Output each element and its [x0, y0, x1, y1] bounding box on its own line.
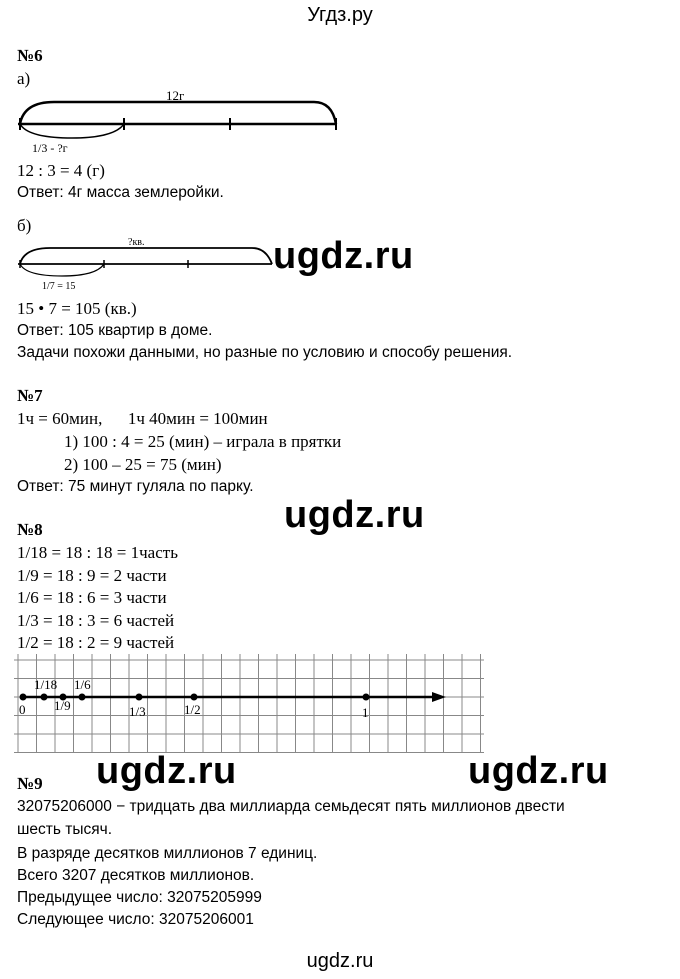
task8-line: 1/9 = 18 : 9 = 2 части	[17, 566, 167, 585]
segment-brace-bottom	[20, 264, 104, 276]
label-0: 0	[19, 702, 26, 717]
task8-line: 1/2 = 18 : 2 = 9 частей	[17, 633, 175, 652]
site-header: Угдз.ру	[307, 4, 373, 26]
task8-line: 1/6 = 18 : 6 = 3 части	[17, 588, 167, 607]
task7-answer: Ответ: 75 минут гуляла по парку.	[17, 478, 254, 495]
b-part-label: 1/7 = 15	[42, 281, 76, 292]
task6-a-label: а)	[17, 69, 31, 88]
segment-brace-bottom	[20, 124, 124, 138]
grid	[14, 654, 484, 753]
label-1-18: 1/18	[34, 677, 58, 692]
label-1-3: 1/3	[129, 704, 146, 719]
task6-note: Задачи похожи данными, но разные по условию и способу решения.	[17, 344, 513, 361]
task8-line: 1/3 = 18 : 3 = 6 частей	[17, 611, 175, 630]
task6-b-label: б)	[17, 216, 32, 235]
point-1-6	[79, 694, 86, 701]
label-1-6: 1/6	[74, 677, 91, 692]
task7-step1: 1) 100 : 4 = 25 (мин) – играла в прятки	[64, 432, 342, 451]
label-1: 1	[362, 705, 369, 720]
task9-line: Следующее число: 32075206001	[17, 911, 254, 928]
task9-line: Всего 3207 десятков миллионов.	[17, 867, 255, 884]
task9-line: 32075206000 − тридцать два миллиарда семьдесят пять миллионов двести	[17, 798, 565, 815]
task6-a-answer: Ответ: 4г масса землеройки.	[17, 184, 224, 201]
point-1	[363, 694, 370, 701]
watermark: ugdz.ru	[96, 750, 237, 792]
task6-b-calc: 15 • 7 = 105 (кв.)	[17, 299, 137, 318]
task6-b-answer: Ответ: 105 квартир в доме.	[17, 322, 213, 339]
task8-title: №8	[17, 520, 43, 539]
label-1-2: 1/2	[184, 702, 201, 717]
task6-title: №6	[17, 46, 43, 65]
task6-b-diagram	[14, 232, 284, 294]
task9-title: №9	[17, 774, 43, 793]
site-footer: ugdz.ru	[306, 950, 374, 972]
watermark: ugdz.ru	[273, 235, 414, 277]
b-total-label: ?кв.	[128, 237, 145, 248]
task8-numberline-grid	[14, 652, 494, 762]
task8-line: 1/18 = 18 : 18 = 1часть	[17, 543, 178, 562]
point-1-2	[191, 694, 198, 701]
segment-brace-top	[20, 102, 336, 124]
task7-title: №7	[17, 386, 43, 405]
task6-a-calc: 12 : 3 = 4 (г)	[17, 161, 105, 180]
task9-line: В разряде десятков миллионов 7 единиц.	[17, 845, 318, 862]
segment-brace-top	[20, 248, 272, 264]
task6-a-diagram	[14, 84, 344, 158]
task7-step2: 2) 100 – 25 = 75 (мин)	[64, 455, 222, 474]
a-total-label: 12г	[166, 88, 185, 103]
label-1-9: 1/9	[54, 698, 71, 713]
point-1-3	[136, 694, 143, 701]
watermark: ugdz.ru	[468, 750, 609, 792]
task9-line: Предыдущее число: 32075205999	[17, 889, 262, 906]
watermark: ugdz.ru	[284, 494, 425, 536]
a-part-label: 1/3 - ?г	[32, 141, 68, 155]
task7-line1: 1ч = 60мин, 1ч 40мин = 100мин	[17, 409, 268, 428]
point-0	[20, 694, 27, 701]
task9-line: шесть тысяч.	[17, 821, 113, 838]
point-1-18	[41, 694, 48, 701]
